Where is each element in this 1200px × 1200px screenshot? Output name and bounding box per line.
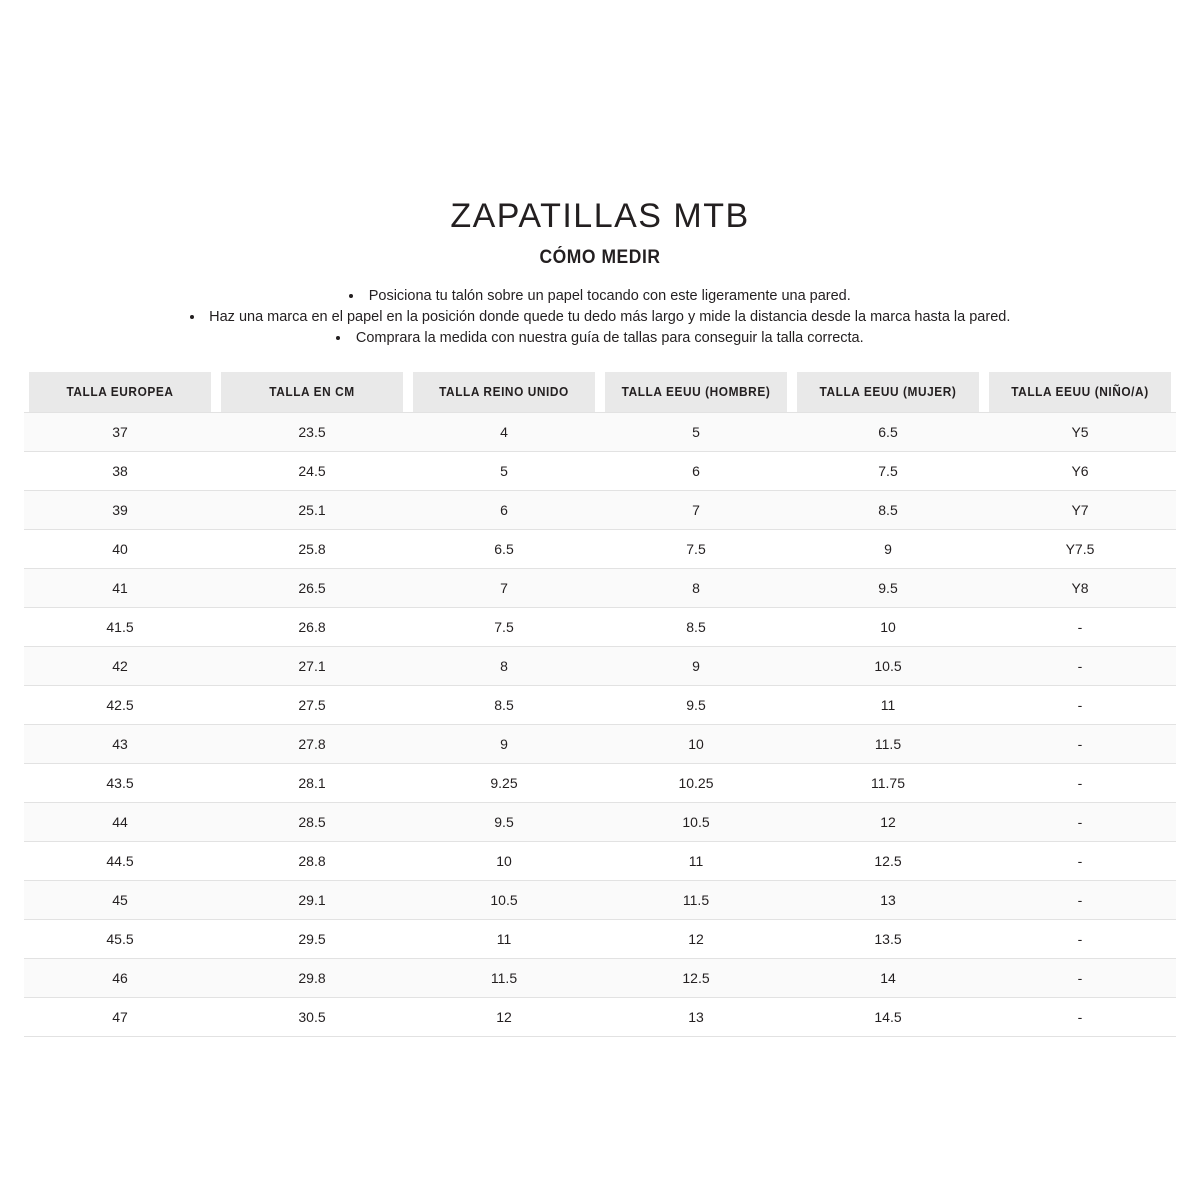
instruction-item: • Haz una marca en el papel en la posición donde quede tu dedo más largo y mide la distancia desde la marca hasta la pared. (100, 307, 1100, 328)
cell-talla-en-cm: 26.8 (216, 607, 408, 646)
table-row (24, 490, 1176, 529)
cell-talla-eeuu-mujer: 6.5 (792, 412, 984, 451)
cell-talla-eeuu-nino: - (984, 724, 1176, 763)
cell-talla-eeuu-mujer: 13.5 (792, 919, 984, 958)
cell-talla-en-cm: 28.1 (216, 763, 408, 802)
cell-talla-eeuu-nino: - (984, 685, 1176, 724)
cell-talla-europea: 46 (24, 958, 216, 997)
cell-talla-europea: 45 (24, 880, 216, 919)
cell-talla-eeuu-hombre: 11.5 (600, 880, 792, 919)
cell-talla-en-cm: 30.5 (216, 997, 408, 1036)
cell-talla-eeuu-nino: Y8 (984, 568, 1176, 607)
table-header-row (24, 372, 1176, 413)
cell-talla-reino-unido: 11 (408, 919, 600, 958)
cell-talla-reino-unido: 7 (408, 568, 600, 607)
table-row (24, 646, 1176, 685)
table-row (24, 958, 1176, 997)
instruction-item: • Posiciona tu talón sobre un papel tocando con este ligeramente una pared. (100, 286, 1100, 307)
cell-talla-eeuu-hombre: 8.5 (600, 607, 792, 646)
cell-talla-reino-unido: 9.5 (408, 802, 600, 841)
cell-talla-en-cm: 28.5 (216, 802, 408, 841)
cell-talla-eeuu-hombre: 10.25 (600, 763, 792, 802)
page-title: ZAPATILLAS MTB (450, 197, 750, 235)
cell-talla-europea: 44 (24, 802, 216, 841)
table-row (24, 529, 1176, 568)
cell-talla-eeuu-hombre: 5 (600, 412, 792, 451)
cell-talla-eeuu-mujer: 9 (792, 529, 984, 568)
cell-talla-eeuu-nino: - (984, 841, 1176, 880)
cell-talla-eeuu-nino: Y7.5 (984, 529, 1176, 568)
cell-talla-reino-unido: 7.5 (408, 607, 600, 646)
cell-talla-europea: 44.5 (24, 841, 216, 880)
cell-talla-en-cm: 23.5 (216, 412, 408, 451)
cell-talla-eeuu-mujer: 12.5 (792, 841, 984, 880)
cell-talla-eeuu-nino: Y7 (984, 490, 1176, 529)
table-row (24, 724, 1176, 763)
cell-talla-europea: 43.5 (24, 763, 216, 802)
cell-talla-en-cm: 25.1 (216, 490, 408, 529)
column-header-talla-eeuu-hombre: TALLA EEUU (HOMBRE) (605, 372, 787, 413)
table-body (24, 412, 1176, 1036)
cell-talla-europea: 42 (24, 646, 216, 685)
column-header-talla-europea: TALLA EUROPEA (29, 372, 211, 413)
cell-talla-eeuu-hombre: 9 (600, 646, 792, 685)
measuring-instructions (100, 286, 1100, 349)
cell-talla-eeuu-nino: Y6 (984, 451, 1176, 490)
table-row (24, 451, 1176, 490)
cell-talla-eeuu-nino: - (984, 607, 1176, 646)
cell-talla-eeuu-hombre: 7 (600, 490, 792, 529)
cell-talla-reino-unido: 6 (408, 490, 600, 529)
cell-talla-en-cm: 28.8 (216, 841, 408, 880)
cell-talla-europea: 42.5 (24, 685, 216, 724)
table-row (24, 763, 1176, 802)
cell-talla-eeuu-hombre: 12 (600, 919, 792, 958)
table-row (24, 607, 1176, 646)
table-row (24, 880, 1176, 919)
cell-talla-eeuu-mujer: 10 (792, 607, 984, 646)
cell-talla-reino-unido: 8.5 (408, 685, 600, 724)
cell-talla-europea: 45.5 (24, 919, 216, 958)
cell-talla-eeuu-mujer: 14 (792, 958, 984, 997)
cell-talla-europea: 47 (24, 997, 216, 1036)
cell-talla-eeuu-mujer: 11.5 (792, 724, 984, 763)
cell-talla-eeuu-mujer: 13 (792, 880, 984, 919)
cell-talla-eeuu-hombre: 7.5 (600, 529, 792, 568)
table-row (24, 412, 1176, 451)
cell-talla-eeuu-nino: - (984, 802, 1176, 841)
table-row (24, 802, 1176, 841)
cell-talla-en-cm: 27.1 (216, 646, 408, 685)
cell-talla-eeuu-hombre: 8 (600, 568, 792, 607)
cell-talla-eeuu-mujer: 12 (792, 802, 984, 841)
table-row (24, 841, 1176, 880)
table-header (24, 372, 1176, 413)
cell-talla-eeuu-hombre: 13 (600, 997, 792, 1036)
cell-talla-reino-unido: 4 (408, 412, 600, 451)
cell-talla-eeuu-hombre: 12.5 (600, 958, 792, 997)
cell-talla-europea: 41.5 (24, 607, 216, 646)
cell-talla-en-cm: 27.8 (216, 724, 408, 763)
cell-talla-eeuu-hombre: 10.5 (600, 802, 792, 841)
cell-talla-europea: 43 (24, 724, 216, 763)
cell-talla-eeuu-hombre: 9.5 (600, 685, 792, 724)
column-header-talla-reino-unido: TALLA REINO UNIDO (413, 372, 595, 413)
page-subtitle: CÓMO MEDIR (539, 246, 661, 268)
column-header-talla-en-cm: TALLA EN CM (221, 372, 403, 413)
cell-talla-en-cm: 27.5 (216, 685, 408, 724)
cell-talla-europea: 41 (24, 568, 216, 607)
cell-talla-reino-unido: 9.25 (408, 763, 600, 802)
cell-talla-europea: 37 (24, 412, 216, 451)
instruction-item: • Comprara la medida con nuestra guía de tallas para conseguir la talla correcta. (100, 328, 1100, 349)
column-header-talla-eeuu-mujer: TALLA EEUU (MUJER) (797, 372, 979, 413)
cell-talla-eeuu-mujer: 10.5 (792, 646, 984, 685)
cell-talla-eeuu-nino: - (984, 880, 1176, 919)
cell-talla-eeuu-mujer: 8.5 (792, 490, 984, 529)
cell-talla-eeuu-nino: - (984, 763, 1176, 802)
cell-talla-eeuu-hombre: 6 (600, 451, 792, 490)
cell-talla-eeuu-hombre: 11 (600, 841, 792, 880)
cell-talla-eeuu-nino: - (984, 919, 1176, 958)
cell-talla-en-cm: 29.5 (216, 919, 408, 958)
cell-talla-eeuu-hombre: 10 (600, 724, 792, 763)
cell-talla-reino-unido: 5 (408, 451, 600, 490)
cell-talla-europea: 40 (24, 529, 216, 568)
cell-talla-en-cm: 29.1 (216, 880, 408, 919)
cell-talla-en-cm: 29.8 (216, 958, 408, 997)
table-row (24, 685, 1176, 724)
size-conversion-table (24, 372, 1176, 1037)
cell-talla-reino-unido: 9 (408, 724, 600, 763)
cell-talla-reino-unido: 8 (408, 646, 600, 685)
table-row (24, 919, 1176, 958)
cell-talla-en-cm: 26.5 (216, 568, 408, 607)
cell-talla-reino-unido: 12 (408, 997, 600, 1036)
cell-talla-eeuu-nino: - (984, 646, 1176, 685)
cell-talla-eeuu-mujer: 11 (792, 685, 984, 724)
cell-talla-europea: 38 (24, 451, 216, 490)
cell-talla-eeuu-mujer: 9.5 (792, 568, 984, 607)
cell-talla-eeuu-nino: Y5 (984, 412, 1176, 451)
table-row (24, 997, 1176, 1036)
column-header-talla-eeuu-nino: TALLA EEUU (NIÑO/A) (989, 372, 1171, 413)
cell-talla-reino-unido: 6.5 (408, 529, 600, 568)
cell-talla-eeuu-mujer: 14.5 (792, 997, 984, 1036)
cell-talla-eeuu-nino: - (984, 997, 1176, 1036)
table-row (24, 568, 1176, 607)
cell-talla-eeuu-mujer: 11.75 (792, 763, 984, 802)
cell-talla-eeuu-mujer: 7.5 (792, 451, 984, 490)
cell-talla-en-cm: 24.5 (216, 451, 408, 490)
cell-talla-europea: 39 (24, 490, 216, 529)
cell-talla-en-cm: 25.8 (216, 529, 408, 568)
cell-talla-reino-unido: 10 (408, 841, 600, 880)
page-header (24, 0, 1176, 270)
cell-talla-reino-unido: 10.5 (408, 880, 600, 919)
cell-talla-eeuu-nino: - (984, 958, 1176, 997)
cell-talla-reino-unido: 11.5 (408, 958, 600, 997)
